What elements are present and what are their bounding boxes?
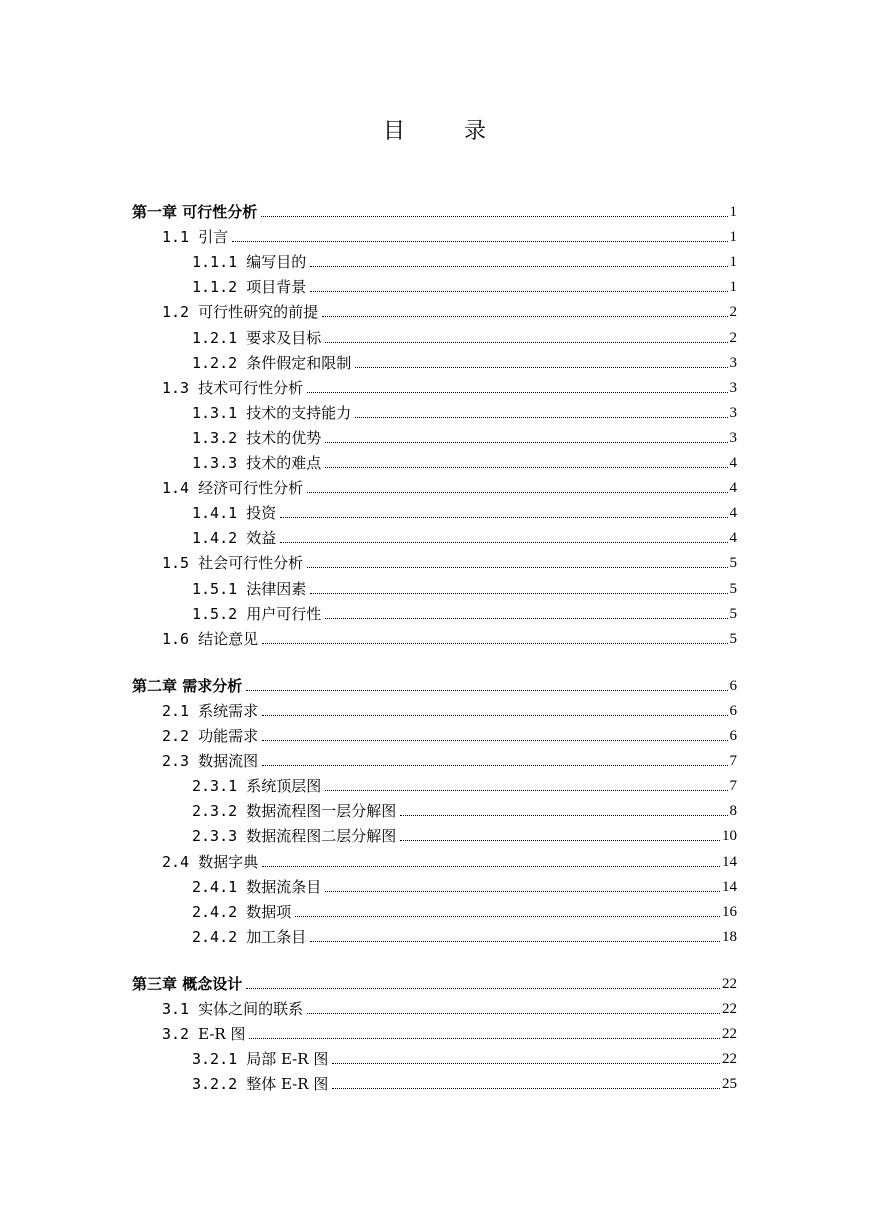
toc-entry[interactable] [162,1020,737,1044]
toc-page-number: 1 [729,279,737,296]
dot-leader [246,690,727,691]
toc-page-number: 5 [729,630,737,647]
toc-entry-number: 3.2 [162,1025,199,1044]
toc-page-number: 6 [729,702,737,719]
toc-entry-number: 1.5.1 [192,579,247,598]
toc-entry[interactable] [192,575,737,599]
toc-page-number: 7 [729,778,737,795]
dot-leader [307,567,727,568]
toc-entry[interactable] [192,898,737,922]
toc-entry-label [162,852,260,872]
toc-entry-text: 技术的优势 [246,428,322,447]
toc-entry-label [132,974,244,994]
toc-entry-label [192,579,308,599]
dot-leader [325,618,727,619]
dot-leader [310,291,727,292]
toc-entry-label [192,604,323,624]
toc-entry-label [192,877,323,897]
dot-leader [325,342,727,343]
toc-entry-label [162,1024,247,1044]
toc-entry-label [192,776,323,796]
toc-entry-label [162,999,305,1019]
toc-entry-label [132,676,244,696]
toc-entry[interactable] [162,722,737,746]
toc-entry[interactable] [162,223,737,247]
toc-page-number: 5 [729,555,737,572]
toc-entry-label [162,629,260,649]
toc-entry[interactable] [162,474,737,498]
toc-entry[interactable] [192,873,737,897]
toc-entry-text: 实体之间的联系 [198,1000,304,1018]
toc-entry-text: 编写目的 [246,253,307,272]
toc-entry-text: 法律因素 [246,579,307,598]
toc-page-number: 25 [722,1076,737,1093]
toc-entry[interactable] [192,772,737,796]
toc-entry-label [192,277,308,297]
toc-entry-number: 1.5 [162,554,199,573]
toc-entry-number: 1.1 [162,228,199,247]
toc-entry[interactable] [192,1045,737,1069]
page-title: 目 录 [383,119,512,144]
toc-entry-label [162,701,260,721]
toc-entry[interactable] [192,1070,737,1094]
dot-leader [310,941,720,942]
dot-leader [310,266,727,267]
toc-entry-number: 2.1 [162,701,199,720]
toc-entry-number: 1.2.2 [192,353,247,372]
toc-entry-text: 系统顶层图 [246,777,322,796]
toc-entry-label [162,751,260,771]
toc-page-number: 3 [729,404,737,421]
toc-entry[interactable] [162,995,737,1019]
toc-entry-number: 1.2 [162,303,199,322]
toc-entry-number: 2.3.2 [192,802,247,821]
toc-entry-text: 数据字典 [198,852,259,871]
dot-leader [262,866,720,867]
toc-entry-label [192,428,323,448]
toc-entry-number: 1.3.1 [192,403,247,422]
toc-page-number: 14 [722,853,737,870]
toc-page-number: 3 [729,354,737,371]
toc-page-number: 16 [722,903,737,920]
toc-entry-number: 2.4 [162,852,199,871]
toc-entry-number: 1.4 [162,479,199,498]
toc-entry-number: 2.4.2 [192,927,247,946]
dot-leader [325,467,727,468]
toc-entry-number: 2.2 [162,727,199,745]
toc-entry[interactable] [132,672,737,696]
toc-page-number: 4 [729,455,737,471]
toc-entry-number: 1.3 [162,378,199,397]
toc-entry-number: 2.4.2 [192,902,247,921]
toc-entry-text: 要求及目标 [246,328,322,347]
toc-page-number: 1 [729,254,737,271]
toc-entry-text: 局部 E-R 图 [246,1050,329,1069]
toc-entry-text: 社会可行性分析 [198,554,304,573]
toc-entry-number: 2.3.1 [192,777,247,796]
toc-entry-number: 1.3.3 [192,454,247,472]
dot-leader [262,765,727,766]
toc-entry[interactable] [192,822,737,846]
toc-entry-number: 1.5.2 [192,604,247,623]
toc-entry-text: 项目背景 [246,278,307,297]
toc-entry-text: 用户可行性 [246,604,322,623]
dot-leader [325,790,727,791]
toc-entry-text: 技术的难点 [246,454,322,472]
toc-entry-text: 效益 [246,529,277,548]
toc-page-number: 4 [729,480,737,497]
toc-page-number: 7 [729,753,737,770]
toc-entry[interactable] [192,499,737,523]
toc-entry-text: 第二章 需求分析 [132,676,243,695]
toc-entry-number: 1.4.1 [192,504,247,523]
toc-entry-label [192,1049,330,1069]
toc-entry-text: 数据项 [246,902,292,921]
toc-entry-label [192,801,398,821]
toc-entry[interactable] [192,449,737,473]
toc-entry[interactable] [162,625,737,649]
dot-leader [295,916,720,917]
toc-entry[interactable] [162,697,737,721]
dot-leader [249,1038,720,1039]
toc-entry[interactable] [162,549,737,573]
toc-entry[interactable] [192,524,737,548]
dot-leader [307,392,727,393]
toc-page-number: 2 [729,329,737,346]
toc-entry-number: 3.1 [162,1000,199,1018]
dot-leader [355,417,727,418]
toc-entry-number: 3.2.2 [192,1075,247,1094]
toc-page-number: 4 [729,505,737,522]
toc-entry-number: 1.6 [162,629,199,648]
toc-entry[interactable] [192,273,737,297]
dot-leader [262,643,727,644]
toc-entry-number: 1.1.1 [192,253,247,272]
toc-entry-number: 1.1.2 [192,278,247,297]
toc-entry[interactable] [162,848,737,872]
toc-entry-text: 结论意见 [198,629,259,648]
toc-entry-text: 加工条目 [246,927,307,946]
toc-entry-text: 数据流程图一层分解图 [246,802,397,821]
toc-entry-text: 条件假定和限制 [246,353,352,372]
toc-entry-text: 可行性研究的前提 [198,303,319,322]
toc-entry[interactable] [192,248,737,272]
dot-leader [262,715,727,716]
toc-entry[interactable] [132,970,737,994]
toc-entry-number: 1.3.2 [192,428,247,447]
toc-entry-number: 2.3.3 [192,827,247,846]
toc-entry-text: 系统需求 [198,701,259,720]
toc-entry-text: 技术可行性分析 [198,378,304,397]
toc-page-number: 10 [722,828,737,845]
toc-entry-number: 2.3 [162,752,199,771]
toc-entry[interactable] [132,198,737,222]
toc-entry-label [192,453,323,473]
toc-entry[interactable] [192,600,737,624]
toc-entry-label [162,478,305,498]
toc-entry-text: 投资 [246,504,277,523]
toc-entry-label [192,503,278,523]
dot-leader [262,740,727,741]
toc-entry-label [192,328,323,348]
toc-entry-label [162,726,260,746]
toc-entry-label [192,528,278,548]
dot-leader [307,1013,720,1014]
toc-entry-number: 3.2.1 [192,1050,247,1069]
toc-page-number: 1 [729,204,737,220]
toc-page-number: 22 [722,1026,737,1043]
toc-page-number: 22 [722,1051,737,1068]
toc-page-number: 2 [729,304,737,321]
toc-entry[interactable] [162,298,737,322]
toc-page-number: 3 [729,379,737,396]
toc-entry-label [192,927,308,947]
dot-leader [332,1063,720,1064]
dot-leader [332,1088,720,1089]
toc-entry-label [192,826,398,846]
toc-entry-label [132,202,259,222]
toc-entry[interactable] [192,797,737,821]
toc-entry-label [162,227,230,247]
toc-entry-label [192,403,353,423]
toc-entry[interactable] [192,324,737,348]
dot-leader [322,316,727,317]
toc-page-number: 22 [722,1001,737,1017]
toc-entry-text: 第一章 可行性分析 [132,203,258,221]
toc-entry-text: 引言 [198,228,229,247]
toc-entry-text: 第三章 概念设计 [132,974,243,993]
toc-entry-label [192,353,353,373]
dot-leader [280,542,727,543]
toc-entry-text: 数据流程图二层分解图 [246,827,397,846]
toc-page-number: 3 [729,429,737,446]
toc-entry-text: 经济可行性分析 [198,479,304,498]
toc-page-number: 6 [729,677,737,694]
toc-page-number: 14 [722,878,737,895]
toc-entry-text: 整体 E-R 图 [246,1075,329,1094]
toc-page-number: 5 [729,605,737,622]
toc-entry-text: 技术的支持能力 [246,403,352,422]
toc-entry-text: 功能需求 [198,727,259,745]
dot-leader [355,367,727,368]
dot-leader [261,216,727,217]
dot-leader [400,815,727,816]
toc-page-number: 5 [729,580,737,597]
toc-entry[interactable] [192,424,737,448]
dot-leader [307,492,727,493]
dot-leader [400,840,720,841]
dot-leader [310,593,727,594]
dot-leader [325,442,727,443]
dot-leader [280,517,727,518]
toc-entry[interactable] [192,399,737,423]
toc-entry-number: 2.4.1 [192,877,247,896]
toc-entry[interactable] [192,923,737,947]
toc-entry-text: E-R 图 [198,1025,246,1044]
toc-entry[interactable] [162,747,737,771]
toc-page-number: 18 [722,928,737,945]
dot-leader [325,891,720,892]
toc-page-number: 22 [722,975,737,992]
toc-page-number: 4 [729,530,737,547]
toc-entry[interactable] [192,349,737,373]
toc-entry-label [162,302,320,322]
toc-entry-label [192,902,293,922]
toc-entry-number: 1.4.2 [192,529,247,548]
toc-entry-text: 数据流条目 [246,877,322,896]
toc-page-number: 8 [729,803,737,820]
toc-entry[interactable] [162,374,737,398]
toc-page-number: 6 [729,728,737,744]
dot-leader [246,988,720,989]
toc-entry-label [162,378,305,398]
toc-entry-label [192,1074,330,1094]
dot-leader [232,241,727,242]
toc-page-number: 1 [729,229,737,246]
toc-entry-number: 1.2.1 [192,328,247,347]
toc-entry-text: 数据流图 [198,752,259,771]
toc-entry-label [162,553,305,573]
toc-entry-label [192,252,308,272]
